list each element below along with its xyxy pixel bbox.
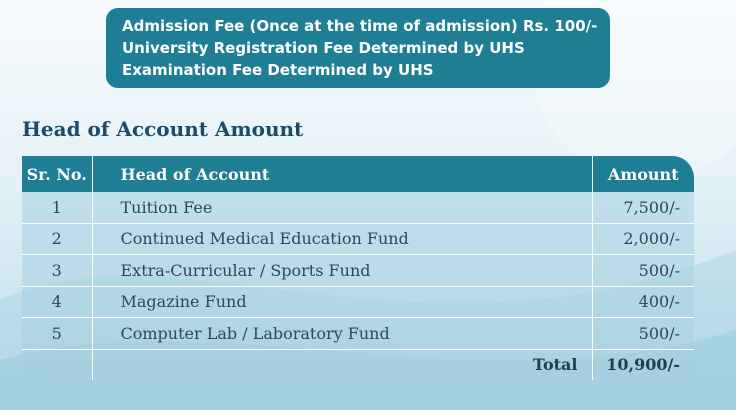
row-sr-no: 1 — [22, 192, 92, 223]
row-amount: 2,000/- — [592, 223, 694, 255]
row-amount: 400/- — [592, 286, 694, 318]
row-sr-no: 3 — [22, 255, 92, 287]
table-row — [22, 286, 694, 318]
row-head-of-account: Computer Lab / Laboratory Fund — [92, 318, 592, 350]
fee-line-registration: University Registration Fee Determined by UHS — [122, 39, 525, 57]
row-head-of-account: Extra-Curricular / Sports Fund — [92, 255, 592, 287]
section-heading: Head of Account Amount — [22, 117, 304, 141]
total-amount: 10,900/- — [606, 355, 680, 375]
header-sr-no: Sr. No. — [22, 156, 92, 192]
table-row — [22, 223, 694, 255]
table-row — [22, 255, 694, 287]
row-sr-no: 5 — [22, 318, 92, 350]
row-amount: 7,500/- — [592, 192, 694, 223]
header-amount: Amount — [592, 156, 694, 192]
fee-info-box — [106, 8, 610, 88]
row-head-of-account: Magazine Fund — [92, 286, 592, 318]
row-amount: 500/- — [592, 255, 694, 287]
table-row — [22, 192, 694, 223]
row-sr-no: 4 — [22, 286, 92, 318]
total-label: Total — [92, 349, 592, 380]
row-sr-no: 2 — [22, 223, 92, 255]
table-total-row — [22, 349, 694, 380]
header-head-of-account: Head of Account — [92, 156, 592, 192]
row-head-of-account: Tuition Fee — [92, 192, 592, 223]
table-header-row — [22, 156, 694, 192]
total-empty-cell — [22, 349, 92, 380]
fee-table-container — [22, 156, 694, 382]
table-row — [22, 318, 694, 350]
fee-line-examination: Examination Fee Determined by UHS — [122, 61, 434, 79]
fee-table — [22, 156, 694, 380]
row-amount: 500/- — [592, 318, 694, 350]
fee-line-admission: Admission Fee (Once at the time of admission) Rs. 100/- — [122, 17, 598, 35]
row-head-of-account: Continued Medical Education Fund — [92, 223, 592, 255]
